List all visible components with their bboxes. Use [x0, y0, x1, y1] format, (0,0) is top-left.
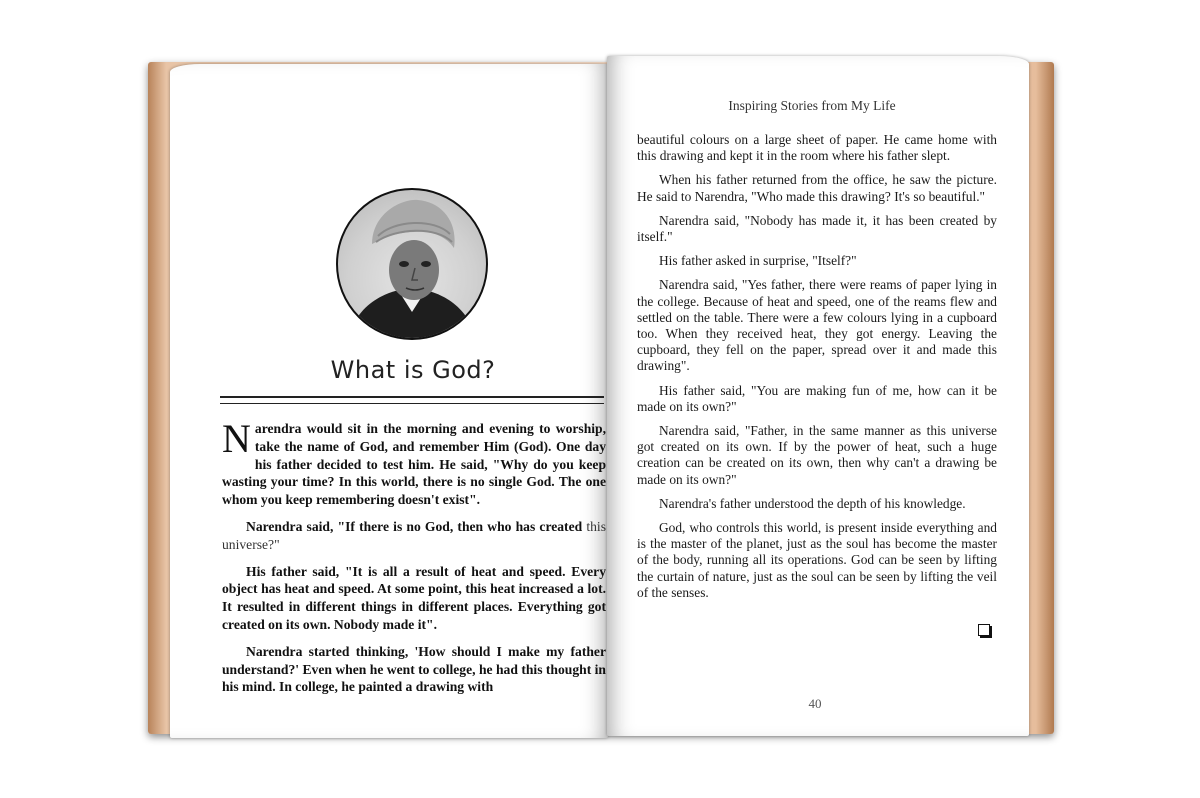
- paragraph: God, who controls this world, is present inside everything and is the master of the planet, just as the soul has become the master of the body, running all its operations. God can be seen by lifting the curtain of nature, just as the soul can be seen by lifting the veil of the senses.: [637, 520, 997, 600]
- right-page-body: [637, 132, 997, 609]
- paragraph: Narendra said, "Yes father, there were reams of paper lying in the college. Because of heat and speed, one of the reams flew and settled on the table. There were a few colours lying in a cupboard too. When they received heat, they got energy. Leaving the cupboard, they fell on the paper, spread over it and made this drawing".: [637, 277, 997, 374]
- portrait-illustration: [338, 190, 486, 338]
- page-number: 40: [808, 696, 822, 711]
- paragraph-text: arendra would sit in the morning and evening to worship, take the name of God, and remember Him (God). One day his father decided to test him. He said, "Why do you keep wasting your time? In this world, there is no single God. The one whom you keep remembering doesn't exist".: [222, 421, 606, 508]
- right-page: [607, 56, 1029, 736]
- paragraph: Narendra said, "Father, in the same manner as this universe got created on its own. If by the power of heat, such a huge creation can be created on its own, then why can't a drawing be made on its own?": [637, 423, 997, 487]
- paragraph: Narendra started thinking, 'How should I make my father understand?' Even when he went to college, he had this thought in his mind. In college, he painted a drawing with: [222, 643, 606, 695]
- paragraph: Narendra said, "Nobody has made it, it has been created by itself.": [637, 212, 997, 245]
- paragraph: [222, 518, 606, 554]
- drop-cap: N: [222, 416, 251, 461]
- paragraph-text-tail: this universe?": [222, 518, 606, 552]
- paragraph: [222, 416, 606, 509]
- paragraph: His father asked in surprise, "Itself?": [659, 253, 857, 269]
- left-page-body: [222, 416, 606, 705]
- paragraph: Narendra's father understood the depth of his knowledge.: [659, 495, 966, 511]
- paragraph: beautiful colours on a large sheet of paper. He came home with this drawing and kept it in the room where his father slept.: [637, 132, 997, 164]
- title-divider: [220, 396, 604, 404]
- paragraph: His father said, "It is all a result of heat and speed. Every object has heat and speed. At some point, this heat increased a lot. It resulted in different things in different places. Everything got created on its own. Nobody made it".: [222, 563, 606, 632]
- running-head: Inspiring Stories from My Life: [728, 98, 896, 113]
- paragraph-text: Narendra said, "If there is no God, then who has created: [246, 518, 583, 534]
- open-book: [148, 52, 1054, 742]
- paragraph: His father said, "You are making fun of me, how can it be made on its own?": [637, 382, 997, 414]
- end-of-chapter-icon: [978, 624, 990, 636]
- portrait-image: [336, 188, 488, 340]
- paragraph: When his father returned from the office, he saw the picture. He said to Narendra, "Who made this drawing? It's so beautiful.": [637, 172, 997, 204]
- chapter-title: What is God?: [330, 356, 496, 384]
- left-page: [170, 64, 608, 738]
